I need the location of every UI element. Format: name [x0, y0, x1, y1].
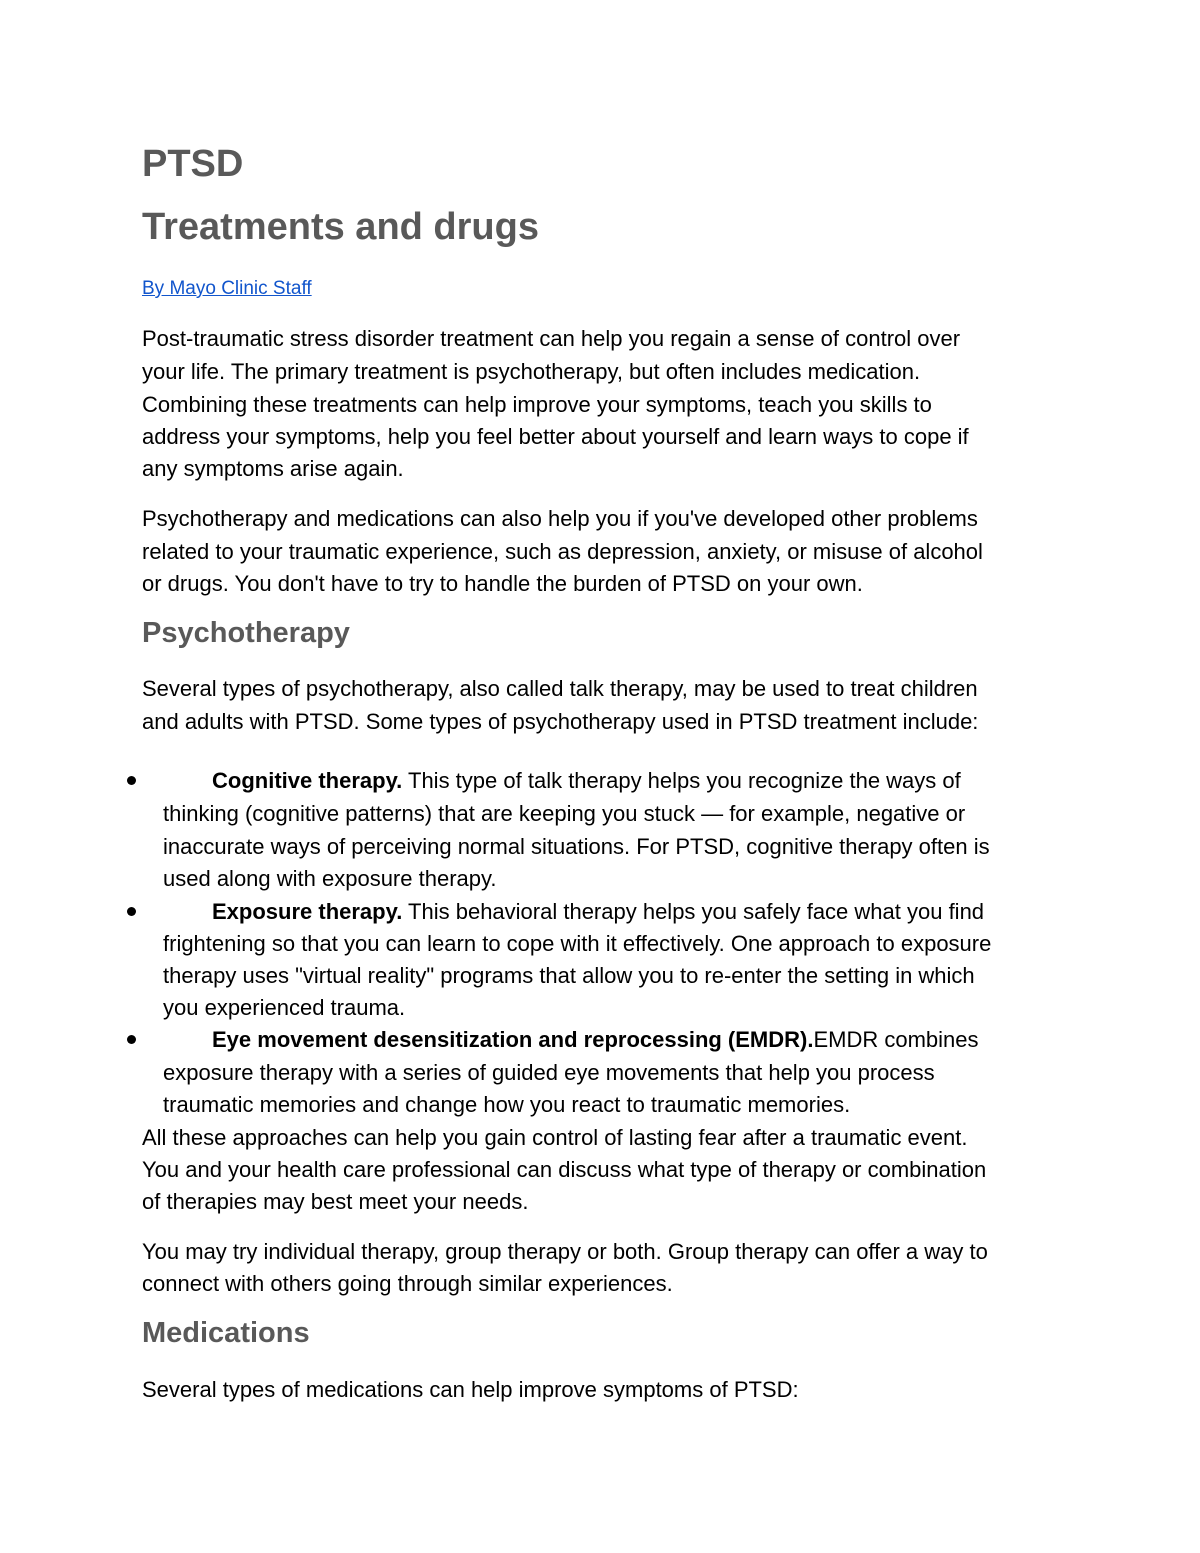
list-item-term: Cognitive therapy.	[212, 768, 403, 793]
bullet-icon	[127, 907, 136, 916]
list-item-text: This type of talk therapy helps you recognize the ways of	[402, 768, 961, 793]
text-line: related to your traumatic experience, such as depression, anxiety, or misuse of alcohol	[142, 539, 983, 564]
text-line: your life. The primary treatment is psychotherapy, but often includes medication.	[142, 359, 921, 384]
list-item-line: therapy uses "virtual reality" programs that allow you to re-enter the setting in which	[163, 963, 975, 988]
list-item-first-line	[212, 1023, 979, 1056]
list-item-text: This behavioral therapy helps you safely face what you find	[402, 899, 985, 924]
list-item-line: frightening so that you can learn to cope with it effectively. One approach to exposure	[163, 931, 992, 956]
text-line: Psychotherapy and medications can also help you if you've developed other problems	[142, 506, 978, 531]
list-item-line: thinking (cognitive patterns) that are keeping you stuck — for example, negative or	[163, 801, 966, 826]
list-item-text: EMDR combines	[813, 1027, 979, 1052]
text-line: Several types of psychotherapy, also called talk therapy, may be used to treat children	[142, 676, 978, 701]
text-line: Post-traumatic stress disorder treatment can help you regain a sense of control over	[142, 326, 961, 351]
text-line: You and your health care professional can discuss what type of therapy or combination	[142, 1157, 987, 1182]
list-item-line: traumatic memories and change how you react to traumatic memories.	[163, 1092, 851, 1117]
page-subtitle: Treatments and drugs	[142, 206, 539, 248]
text-line: connect with others going through similar experiences.	[142, 1271, 673, 1296]
text-line: and adults with PTSD. Some types of psychotherapy used in PTSD treatment include:	[142, 709, 979, 734]
list-item-first-line	[212, 764, 961, 797]
list-item-line: exposure therapy with a series of guided eye movements that help you process	[163, 1060, 935, 1085]
text-line: Combining these treatments can help improve your symptoms, teach you skills to	[142, 392, 932, 417]
text-line: or drugs. You don't have to try to handle the burden of PTSD on your own.	[142, 571, 863, 596]
page-title: PTSD	[142, 143, 244, 185]
text-line: You may try individual therapy, group therapy or both. Group therapy can offer a way to	[142, 1239, 988, 1264]
list-item-line: inaccurate ways of perceiving normal situations. For PTSD, cognitive therapy often is	[163, 834, 990, 859]
byline-link[interactable]: By Mayo Clinic Staff	[142, 278, 312, 299]
list-item-line: used along with exposure therapy.	[163, 866, 497, 891]
bullet-icon	[127, 776, 136, 785]
section-heading-psychotherapy: Psychotherapy	[142, 617, 350, 649]
text-line: All these approaches can help you gain control of lasting fear after a traumatic event.	[142, 1125, 968, 1150]
text-line: of therapies may best meet your needs.	[142, 1189, 529, 1214]
section-heading-medications: Medications	[142, 1317, 310, 1349]
bullet-icon	[127, 1035, 136, 1044]
list-item-term: Exposure therapy.	[212, 899, 403, 924]
list-item-first-line	[212, 895, 984, 928]
list-item-line: you experienced trauma.	[163, 995, 406, 1020]
text-line: address your symptoms, help you feel better about yourself and learn ways to cope if	[142, 424, 969, 449]
text-line: any symptoms arise again.	[142, 456, 404, 481]
list-item-term: Eye movement desensitization and reprocessing (EMDR).	[212, 1027, 814, 1052]
medications-intro: Several types of medications can help improve symptoms of PTSD:	[142, 1377, 799, 1402]
